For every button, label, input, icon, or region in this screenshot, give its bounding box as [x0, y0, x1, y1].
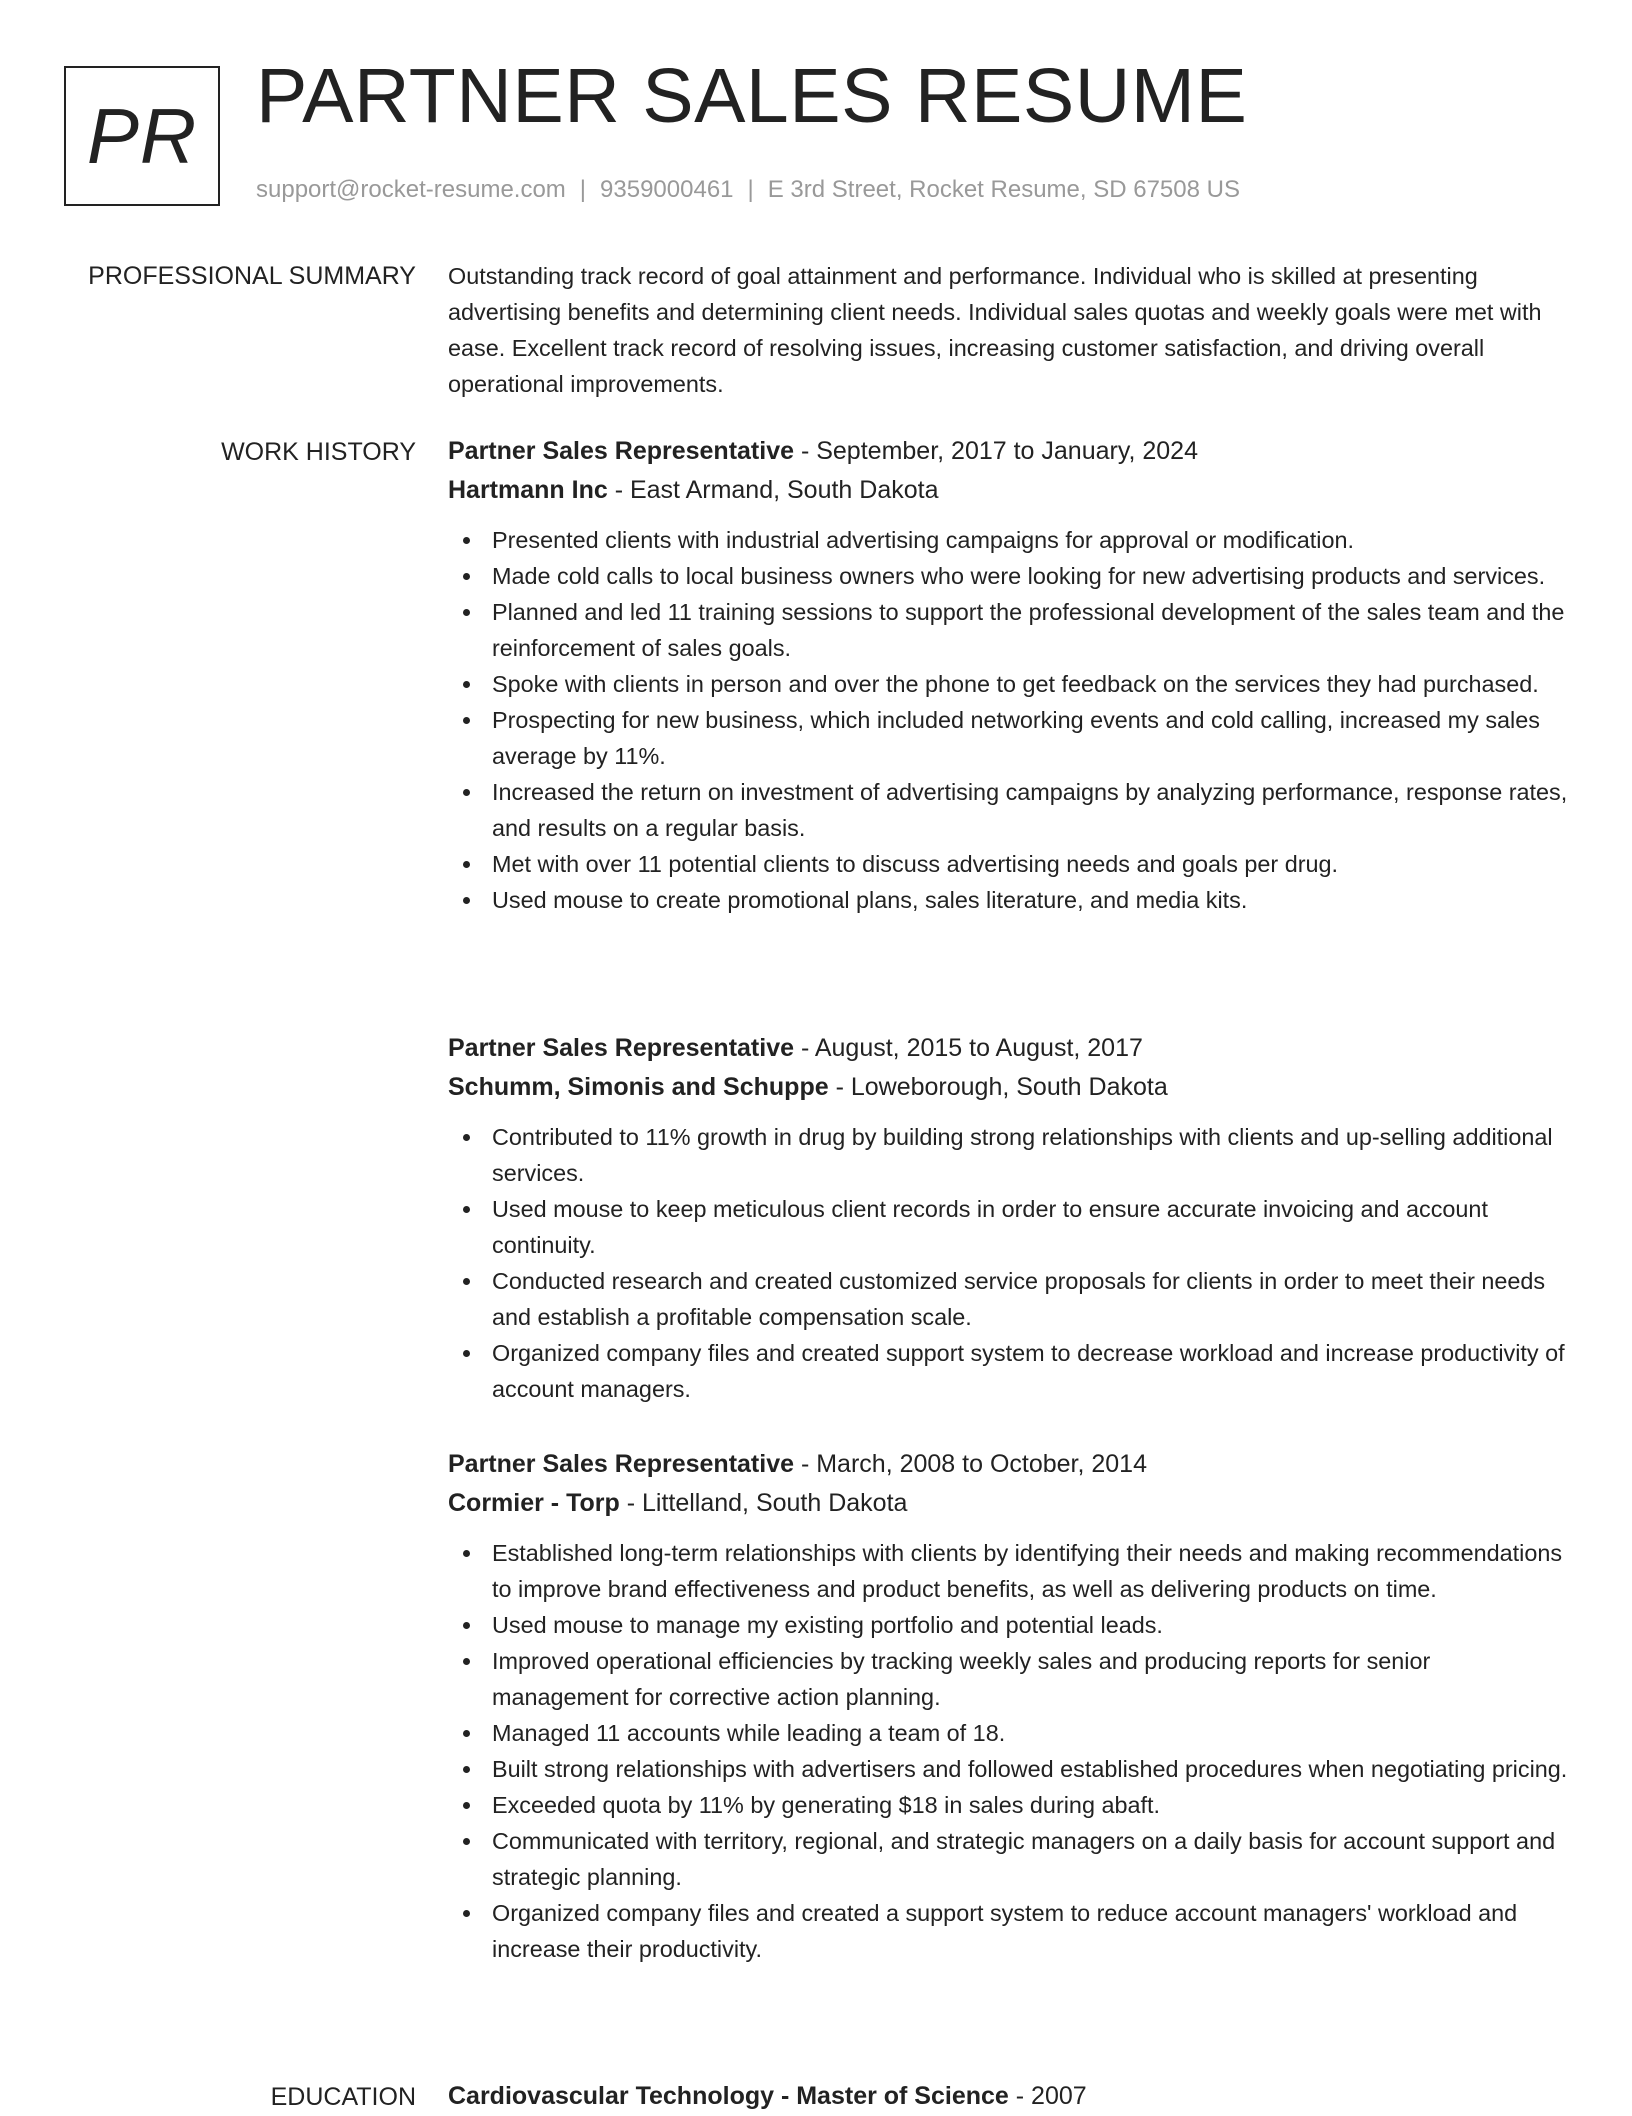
job-company-line [448, 1068, 1568, 1107]
contact-address: E 3rd Street, Rocket Resume, SD 67508 US [767, 176, 1240, 203]
job-bullet: Improved operational efficiencies by tracking weekly sales and producing reports for senior management for corrective action planning. [448, 1643, 1568, 1715]
job-bullet: Organized company files and created a support system to reduce account managers' workload and increase their productivity. [448, 1895, 1568, 1967]
job-title-line [448, 432, 1568, 471]
job-bullet: Increased the return on investment of advertising campaigns by analyzing performance, response rates, and results on a regular basis. [448, 774, 1568, 846]
monogram-logo [64, 66, 220, 206]
job-title-line [448, 1445, 1568, 1484]
job-title: Partner Sales Representative [448, 1450, 795, 1478]
job-bullet: Conducted research and created customized service proposals for clients in order to meet their needs and establish a profitable compensation scale. [448, 1263, 1568, 1335]
monogram-initials: PR [86, 91, 198, 180]
job-dates: - September, 2017 to January, 2024 [794, 437, 1198, 465]
education-degree: Cardiovascular Technology - Master of Science [448, 2082, 1009, 2110]
job-bullet: Prospecting for new business, which included networking events and cold calling, increased my sales average by 11%. [448, 702, 1568, 774]
job-bullet: Made cold calls to local business owners who were looking for new advertising products and services. [448, 558, 1568, 594]
job-bullet: Spoke with clients in person and over the phone to get feedback on the services they had purchased. [448, 666, 1568, 702]
contact-line [256, 176, 1240, 204]
job-bullet: Built strong relationships with advertisers and followed established procedures when negotiating pricing. [448, 1751, 1568, 1787]
job-bullet: Established long-term relationships with clients by identifying their needs and making recommendations to improve brand effectiveness and product benefits, as well as delivering products on time. [448, 1535, 1568, 1607]
job-company-line [448, 471, 1568, 510]
job-bullet: Used mouse to keep meticulous client records in order to ensure accurate invoicing and account continuity. [448, 1191, 1568, 1263]
job-location: - Loweborough, South Dakota [828, 1073, 1168, 1101]
summary-text: Outstanding track record of goal attainment and performance. Individual who is skilled at presenting advertising benefits and determining client needs. Individual sales quotas and weekly goals were met with ease. Excellent track record of resolving issues, increasing customer satisfaction, and driving overall operational improvements. [448, 263, 1542, 397]
job-company: Hartmann Inc [448, 476, 608, 504]
job-company-line [448, 1484, 1568, 1523]
education-year: - 2007 [1008, 2082, 1087, 2110]
job-location: - Littelland, South Dakota [619, 1489, 908, 1517]
job-dates: - March, 2008 to October, 2014 [794, 1450, 1147, 1478]
section-label-work-history: WORK HISTORY [221, 438, 416, 466]
education-section [448, 2077, 1568, 2116]
job-bullet: Used mouse to create promotional plans, sales literature, and media kits. [448, 882, 1568, 918]
job-entry-1 [448, 432, 1568, 918]
job-entry-2 [448, 1029, 1568, 1407]
job-bullet: Organized company files and created support system to decrease workload and increase productivity of account managers. [448, 1335, 1568, 1407]
job-company: Schumm, Simonis and Schuppe [448, 1073, 829, 1101]
job-dates: - August, 2015 to August, 2017 [794, 1034, 1143, 1062]
job-title: Partner Sales Representative [448, 1034, 795, 1062]
job-bullet: Met with over 11 potential clients to discuss advertising needs and goals per drug. [448, 846, 1568, 882]
summary-section [448, 258, 1568, 402]
resume-title: PARTNER SALES RESUME [256, 53, 1248, 139]
contact-separator: | [579, 176, 587, 203]
job-title-line [448, 1029, 1568, 1068]
contact-separator: | [747, 176, 754, 203]
section-label-summary: PROFESSIONAL SUMMARY [88, 262, 416, 290]
contact-phone[interactable]: 9359000461 [600, 176, 734, 203]
education-line [448, 2077, 1568, 2116]
job-bullet: Managed 11 accounts while leading a team of 18. [448, 1715, 1568, 1751]
job-bullet-list [448, 1119, 1568, 1407]
job-bullet: Used mouse to manage my existing portfolio and potential leads. [448, 1607, 1568, 1643]
contact-email[interactable]: support@rocket-resume.com [256, 176, 566, 203]
job-bullet-list [448, 1535, 1568, 1967]
job-bullet-list [448, 522, 1568, 918]
job-bullet: Contributed to 11% growth in drug by building strong relationships with clients and up-selling additional services. [448, 1119, 1568, 1191]
job-entry-3 [448, 1445, 1568, 1967]
job-company: Cormier - Torp [448, 1489, 620, 1517]
job-bullet: Exceeded quota by 11% by generating $18 in sales during abaft. [448, 1787, 1568, 1823]
job-bullet: Presented clients with industrial advertising campaigns for approval or modification. [448, 522, 1568, 558]
job-location: - East Armand, South Dakota [607, 476, 939, 504]
section-label-education: EDUCATION [270, 2083, 416, 2111]
job-title: Partner Sales Representative [448, 437, 795, 465]
job-bullet: Communicated with territory, regional, and strategic managers on a daily basis for account support and strategic planning. [448, 1823, 1568, 1895]
job-bullet: Planned and led 11 training sessions to support the professional development of the sales team and the reinforcement of sales goals. [448, 594, 1568, 666]
